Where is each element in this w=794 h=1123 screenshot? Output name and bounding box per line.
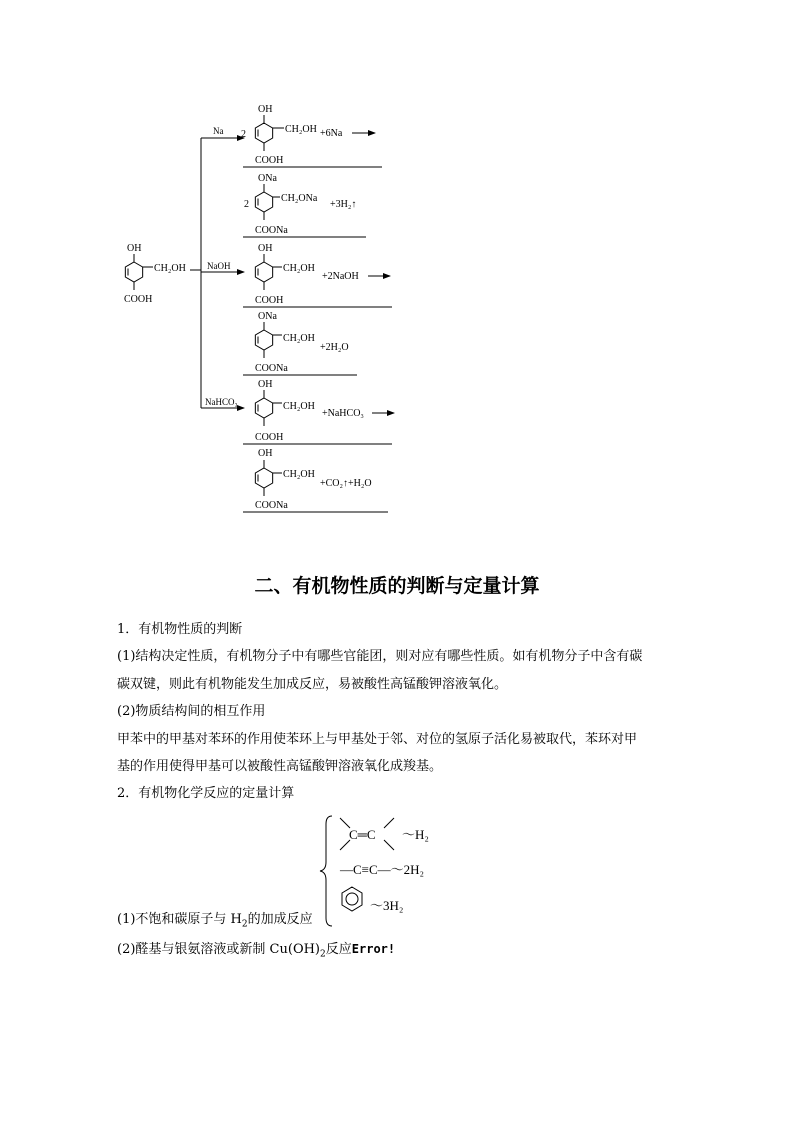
item1-heading: 1．有机物性质的判断 bbox=[117, 622, 243, 637]
benzene-ring bbox=[342, 887, 362, 911]
na-side: CH₂OH bbox=[285, 124, 317, 135]
item2-line2-mid: 反应 bbox=[325, 942, 352, 957]
start-oh: OH bbox=[127, 243, 142, 254]
na-reagent: +6Na bbox=[320, 128, 343, 139]
nahco3-p-side: CH₂OH bbox=[283, 469, 315, 480]
item2-heading: 2．有机物化学反应的定量计算 bbox=[117, 786, 295, 801]
naoh-p-side: CH₂OH bbox=[283, 333, 315, 344]
item2-line2-sub: 2 bbox=[320, 949, 326, 960]
start-ch2oh: CH₂OH bbox=[154, 263, 186, 274]
nahco3-p-bottom: COONa bbox=[255, 500, 288, 511]
nahco3-side: CH₂OH bbox=[283, 401, 315, 412]
naoh-reactant bbox=[243, 243, 392, 307]
naoh-product bbox=[243, 311, 357, 375]
na-p-side: CH₂ONa bbox=[281, 193, 318, 204]
na-p-top: ONa bbox=[258, 173, 277, 184]
nahco3-top: OH bbox=[258, 379, 273, 390]
item2-line1-sub: 2 bbox=[241, 919, 248, 930]
item2-line1-prefix: (1)不饱和碳原子与 H bbox=[117, 912, 242, 927]
start-molecule bbox=[124, 243, 186, 305]
start-cooh: COOH bbox=[124, 294, 153, 305]
alkyne-ratio: —C≡C—～2H₂ bbox=[340, 862, 425, 877]
nahco3-p-top: OH bbox=[258, 448, 273, 459]
item2-line2-prefix: (2)醛基与银氨溶液或新制 Cu(OH) bbox=[117, 942, 321, 957]
item1-p2-heading: (2)物质结构间的相互作用 bbox=[117, 704, 266, 719]
naoh-p-extra: +2H₂O bbox=[320, 342, 349, 353]
benzene-h2-ratio: ～3H₂ bbox=[370, 898, 404, 913]
naoh-p-top: ONa bbox=[258, 311, 277, 322]
nahco3-p-extra: +CO₂↑+H₂O bbox=[320, 478, 372, 489]
item1-p2-line2: 基的作用使得甲基可以被酸性高锰酸钾溶液氧化成羧基。 bbox=[117, 759, 443, 774]
na-bottom: COOH bbox=[255, 155, 284, 166]
naoh-reagent: +2NaOH bbox=[322, 271, 359, 282]
error-field: Error! bbox=[351, 942, 396, 956]
alkene-h2-ratio: ～H₂ bbox=[402, 827, 429, 842]
item2-line1-suffix: 的加成反应 bbox=[247, 912, 313, 927]
reaction-scheme bbox=[0, 0, 794, 540]
naoh-side: CH₂OH bbox=[283, 263, 315, 274]
item1-p1-line2: 碳双键，则此有机物能发生加成反应，易被酸性高锰酸钾溶液氧化。 bbox=[117, 677, 508, 692]
nahco3-reagent: +NaHCO₃ bbox=[322, 408, 364, 419]
na-product bbox=[243, 173, 366, 237]
nahco3-bottom: COOH bbox=[255, 432, 284, 443]
reagent-na: Na bbox=[213, 126, 224, 136]
addition-ratio-brace bbox=[318, 812, 468, 930]
alkene-formula: C═C bbox=[349, 827, 376, 842]
branch-arrows bbox=[190, 126, 244, 408]
naoh-bottom: COOH bbox=[255, 295, 284, 306]
reagent-naoh: NaOH bbox=[207, 261, 231, 271]
na-reactant bbox=[241, 104, 382, 167]
section-title: 二、有机物性质的判断与定量计算 bbox=[254, 575, 540, 597]
naoh-p-bottom: COONa bbox=[255, 363, 288, 374]
item1-p1-line1: (1)结构决定性质，有机物分子中有哪些官能团，则对应有哪些性质。如有机物分子中含有碳 bbox=[117, 649, 643, 664]
na-top: OH bbox=[258, 104, 273, 115]
na-p-extra: +3H₂↑ bbox=[330, 199, 357, 210]
naoh-top: OH bbox=[258, 243, 273, 254]
na-p-coef: 2 bbox=[244, 199, 249, 210]
reagent-nahco3: NaHCO₃ bbox=[205, 397, 238, 407]
na-coef: 2 bbox=[241, 129, 246, 140]
item2-line1 bbox=[117, 911, 313, 934]
na-p-bottom: COONa bbox=[255, 225, 288, 236]
nahco3-reactant bbox=[243, 379, 394, 444]
item2-line2 bbox=[117, 940, 395, 964]
nahco3-product bbox=[243, 448, 388, 512]
item1-p2-line1: 甲苯中的甲基对苯环的作用使苯环上与甲基处于邻、对位的氢原子活化易被取代，苯环对甲 bbox=[117, 732, 638, 747]
